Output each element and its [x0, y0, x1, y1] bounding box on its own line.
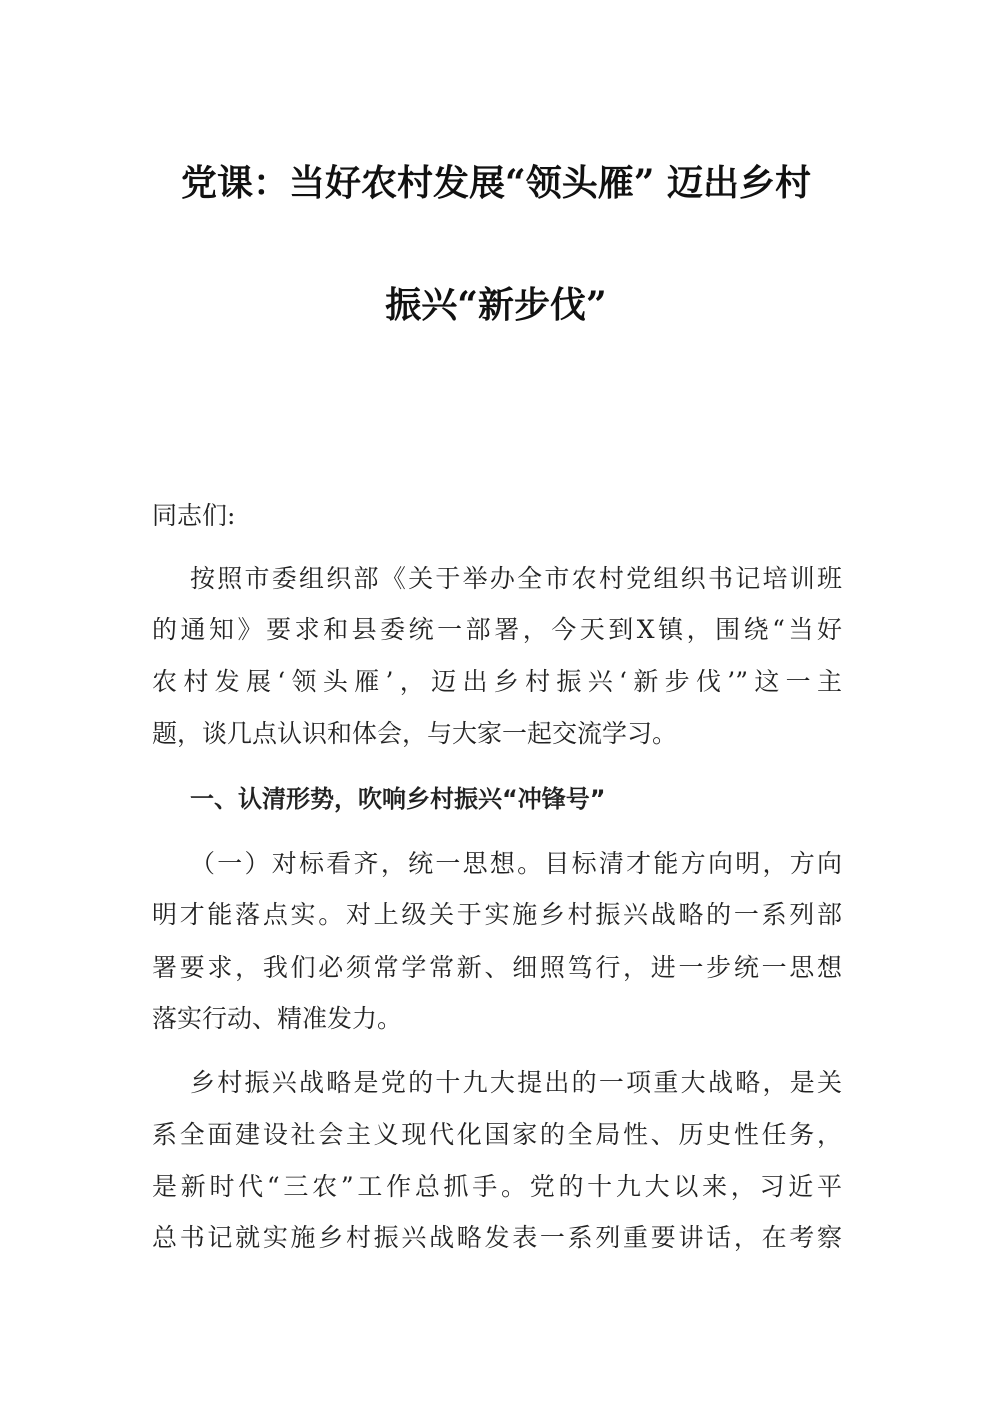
intro-line-3: 农村发展‘领头雁’，迈出乡村振兴‘新步伐’”这一主 [152, 667, 842, 696]
intro-line-4: 题，谈几点认识和体会，与大家一起交流学习。 [152, 719, 678, 748]
document-title-line-1: 党课：当好农村发展“领头雁” 迈出乡村 [181, 162, 811, 204]
intro-line-2: 的通知》要求和县委统一部署，今天到X镇，围绕“当好 [152, 615, 842, 644]
sub1-line-2: 明才能落点实。对上级关于实施乡村振兴战略的一系列部 [152, 900, 842, 929]
para3-line-2: 系全面建设社会主义现代化国家的全局性、历史性任务， [152, 1120, 842, 1149]
para3-line-4: 总书记就实施乡村振兴战略发表一系列重要讲话，在考察 [152, 1223, 842, 1252]
para3-line-3: 是新时代“三农”工作总抓手。党的十九大以来，习近平 [152, 1172, 842, 1201]
greeting: 同志们: [152, 501, 236, 530]
section-heading-1: 一、认清形势，吹响乡村振兴“冲锋号” [190, 785, 606, 813]
para3-line-1: 乡村振兴战略是党的十九大提出的一项重大战略，是关 [190, 1068, 842, 1097]
sub1-line-3: 署要求，我们必须常学常新、细照笃行，进一步统一思想 [152, 953, 842, 982]
intro-line-1: 按照市委组织部《关于举办全市农村党组织书记培训班 [190, 564, 842, 593]
document-title-line-2: 振兴“新步伐” [385, 284, 607, 326]
sub1-line-4: 落实行动、精准发力。 [152, 1004, 403, 1033]
sub1-line-1: （一）对标看齐，统一思想。目标清才能方向明，方向 [190, 849, 842, 878]
